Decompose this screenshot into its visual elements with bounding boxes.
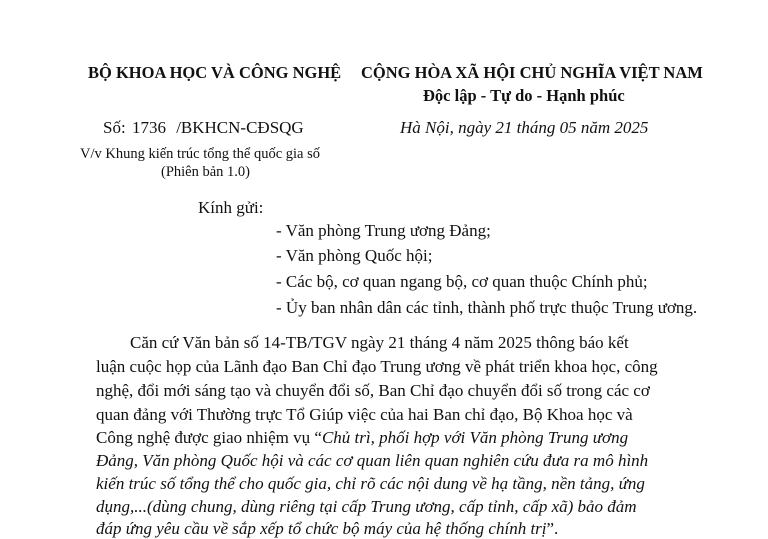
recipient-item: - Ủy ban nhân dân các tỉnh, thành phố trực thuộc Trung ương.: [276, 298, 698, 317]
body-line: nghệ, đổi mới sáng tạo và chuyển đổi số, Ban Chỉ đạo chuyển đổi số trong các cơ: [96, 381, 650, 400]
recipient-item: - Văn phòng Trung ương Đảng;: [276, 221, 491, 240]
body-line: [96, 519, 558, 539]
date-year: năm 2025: [580, 118, 649, 137]
quoted-task-line: dụng,...(dùng chung, dùng riêng tại cấp Trung ương, cấp tỉnh, cấp xã) bảo đảm: [96, 497, 637, 516]
body-line: [96, 428, 628, 448]
date-prefix: Hà Nội, ngày: [400, 118, 492, 137]
subject-version: (Phiên bản 1.0): [161, 164, 250, 180]
date-month-label: tháng: [516, 118, 556, 137]
quoted-task-line: kiến trúc số tổng thể cho quốc gia, chỉ rõ các nội dung về hạ tầng, nền tảng, ứng: [96, 474, 645, 493]
document-number: [103, 118, 304, 138]
quoted-task: đáp ứng yêu cầu về sắp xếp tổ chức bộ máy của hệ thống chính trị: [96, 519, 547, 538]
number-value: 1736: [131, 118, 166, 137]
quoted-task: Chủ trì, phối hợp với Văn phòng Trung ương: [321, 428, 629, 447]
body-line-plain: Công nghệ được giao nhiệm vụ “: [96, 428, 322, 447]
body-line: luận cuộc họp của Lãnh đạo Ban Chỉ đạo Trung ương về phát triển khoa học, công: [96, 357, 658, 376]
date-day: 21: [495, 118, 513, 137]
ministry-name: BỘ KHOA HỌC VÀ CÔNG NGHỆ: [88, 63, 342, 82]
number-label: Số:: [103, 118, 126, 137]
date-month: 05: [559, 118, 577, 137]
body-line: quan đảng với Thường trực Tổ Giúp việc của hai Ban chỉ đạo, Bộ Khoa học và: [96, 405, 633, 424]
quoted-task-line: Đảng, Văn phòng Quốc hội và các cơ quan liên quan nghiên cứu đưa ra mô hình: [96, 451, 649, 470]
document-code: /BKHCN-CĐSQG: [176, 118, 304, 137]
subject-line: V/v Khung kiến trúc tổng thể quốc gia số: [80, 146, 321, 162]
issue-date: [400, 118, 648, 138]
body-line: Căn cứ Văn bản số 14-TB/TGV ngày 21 tháng 4 năm 2025 thông báo kết: [130, 333, 629, 352]
greeting: Kính gửi:: [198, 198, 264, 217]
recipient-item: - Văn phòng Quốc hội;: [276, 246, 433, 265]
national-motto: Độc lập - Tự do - Hạnh phúc: [423, 86, 625, 105]
recipient-item: - Các bộ, cơ quan ngang bộ, cơ quan thuộc Chính phủ;: [276, 272, 648, 291]
body-line-plain: ”.: [546, 519, 559, 538]
national-title: CỘNG HÒA XÃ HỘI CHỦ NGHĨA VIỆT NAM: [361, 63, 703, 82]
